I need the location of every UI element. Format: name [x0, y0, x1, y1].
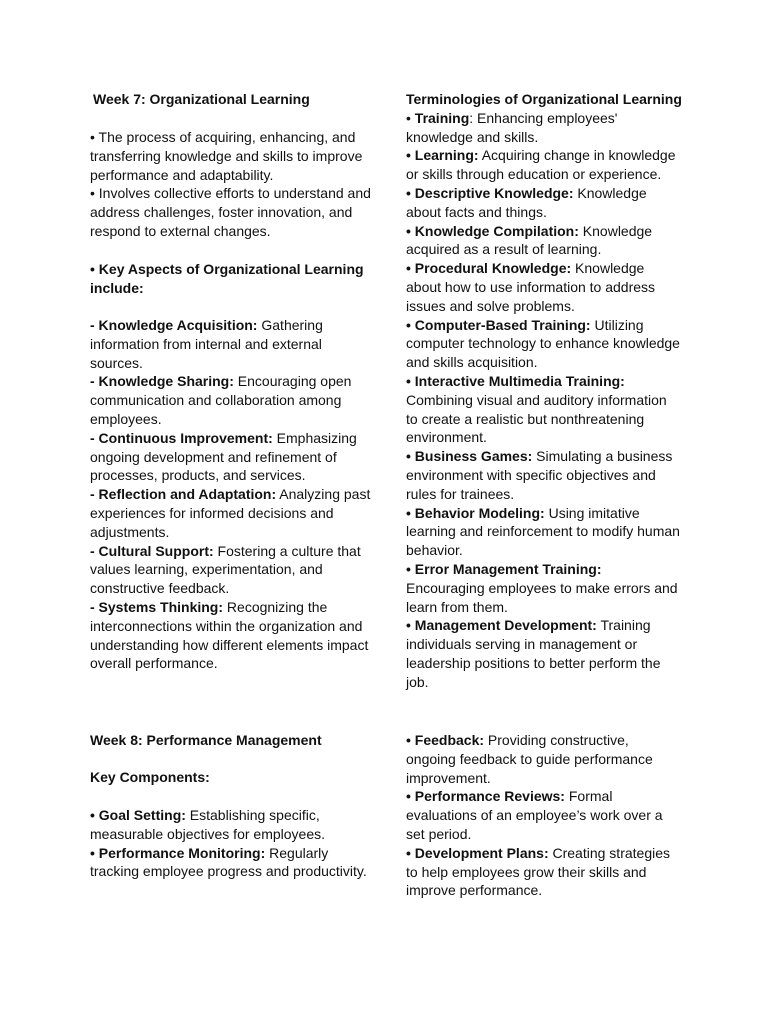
perf-term: • Performance Reviews:: [406, 788, 565, 805]
term-text: Knowledge acquired as a result of learning.: [406, 222, 653, 258]
term-text: Combining visual and auditory information to create a realistic but nonthreatening environment.: [406, 391, 667, 446]
week8-title: Week 8: Performance Management: [90, 732, 322, 748]
term-name: • Interactive Multimedia Training:: [406, 372, 625, 389]
term-text: Utilizing computer technology to enhance knowledge and skills acquisition.: [406, 316, 680, 371]
key-components-list: [90, 806, 372, 881]
aspect-text: Emphasizing ongoing development and refinement of processes, products, and services.: [90, 429, 357, 484]
aspect-term: - Continuous Improvement:: [90, 429, 273, 446]
component-term: • Performance Monitoring:: [90, 844, 266, 861]
term-name: • Behavior Modeling:: [406, 504, 545, 521]
term-text: : Enhancing employees' knowledge and skills.: [406, 109, 618, 145]
component-item: [90, 844, 372, 882]
term-text: Acquiring change in knowledge or skills through education or experience.: [406, 147, 676, 183]
term-item: [406, 560, 682, 616]
term-item: [406, 372, 682, 447]
perf-text: Creating strategies to help employees grow their skills and improve performance.: [406, 844, 671, 899]
aspect-item: [90, 372, 372, 428]
component-text: Establishing specific, measurable objectives for employees.: [90, 807, 326, 842]
term-item: [406, 616, 682, 691]
key-aspects-heading-block: [90, 260, 372, 298]
term-text: Knowledge about facts and things.: [406, 184, 647, 220]
component-term: • Goal Setting:: [90, 807, 186, 823]
term-item: [406, 316, 682, 372]
term-text: Encouraging employees to make errors and learn from them.: [406, 579, 678, 615]
term-item: [406, 109, 682, 147]
perf-text: Formal evaluations of an employee’s work over a set period.: [406, 788, 663, 842]
term-text: Training individuals serving in management or leadership positions to better perform the job.: [406, 617, 661, 690]
aspect-item: [90, 429, 372, 485]
aspect-term: - Knowledge Sharing:: [90, 373, 234, 390]
week7-bullet-2: • Involves collective efforts to understand and address challenges, foster innovation, and respond to external changes.: [90, 185, 371, 239]
term-name: Training: [414, 109, 470, 126]
term-name: • Business Games:: [406, 448, 533, 465]
term-bullet: •: [406, 109, 415, 126]
perf-item: [406, 731, 682, 787]
week7-intro: [90, 128, 372, 241]
perf-term: • Development Plans:: [406, 844, 549, 861]
aspect-text: Fostering a culture that values learning, experimentation, and constructive feedback.: [90, 542, 361, 597]
key-components-block: [90, 768, 372, 787]
component-text: Regularly tracking employee progress and productivity.: [90, 844, 367, 880]
perf-term: • Feedback:: [406, 732, 485, 748]
term-name: • Computer-Based Training:: [406, 316, 591, 333]
term-name: • Error Management Training:: [406, 560, 602, 577]
aspect-text: Gathering information from internal and external sources.: [90, 317, 323, 371]
term-name: • Management Development:: [406, 617, 597, 634]
aspect-term: - Knowledge Acquisition:: [90, 317, 258, 333]
terminologies-section: [406, 90, 682, 692]
term-name: • Procedural Knowledge:: [406, 260, 572, 277]
aspect-text: Analyzing past experiences for informed decisions and adjustments.: [90, 486, 371, 540]
terminologies-title: Terminologies of Organizational Learning: [406, 91, 682, 107]
term-item: [406, 222, 682, 260]
term-item: [406, 504, 682, 560]
perf-text: Providing constructive, ongoing feedback to guide performance improvement.: [406, 732, 653, 786]
performance-section: [406, 731, 682, 900]
aspect-item: [90, 542, 372, 598]
term-name: • Learning:: [406, 147, 479, 164]
perf-item: [406, 787, 682, 843]
term-item: [406, 184, 682, 222]
term-name: • Knowledge Compilation:: [406, 222, 579, 239]
aspect-text: Recognizing the interconnections within the organization and understanding how different elements impact overall performance.: [90, 598, 369, 672]
aspect-term: - Cultural Support:: [90, 542, 214, 559]
term-item: [406, 146, 682, 184]
aspect-term: - Systems Thinking:: [90, 598, 224, 615]
key-components-heading: Key Components:: [90, 769, 210, 785]
term-text: Using imitative learning and reinforcement to modify human behavior.: [406, 504, 680, 559]
aspect-item: [90, 316, 372, 372]
week7-bullet-1: • The process of acquiring, enhancing, and transferring knowledge and skills to improve performance and adaptability.: [90, 129, 363, 183]
week7-section: [90, 90, 372, 109]
aspect-item: [90, 485, 372, 541]
key-aspects-list: [90, 316, 372, 673]
component-item: [90, 806, 372, 844]
key-aspects-heading: • Key Aspects of Organizational Learning include:: [90, 261, 364, 296]
term-item: [406, 259, 682, 315]
week7-title: Week 7: Organizational Learning: [93, 91, 310, 107]
term-text: Simulating a business environment with specific objectives and rules for trainees.: [406, 448, 673, 502]
term-text: Knowledge about how to use information to address issues and solve problems.: [406, 260, 656, 314]
aspect-term: - Reflection and Adaptation:: [90, 486, 277, 503]
term-item: [406, 447, 682, 503]
week8-section: [90, 731, 372, 750]
perf-item: [406, 844, 682, 900]
aspect-item: [90, 598, 372, 673]
term-name: • Descriptive Knowledge:: [406, 184, 574, 201]
aspect-text: Encouraging open communication and collaboration among employees.: [90, 373, 352, 427]
